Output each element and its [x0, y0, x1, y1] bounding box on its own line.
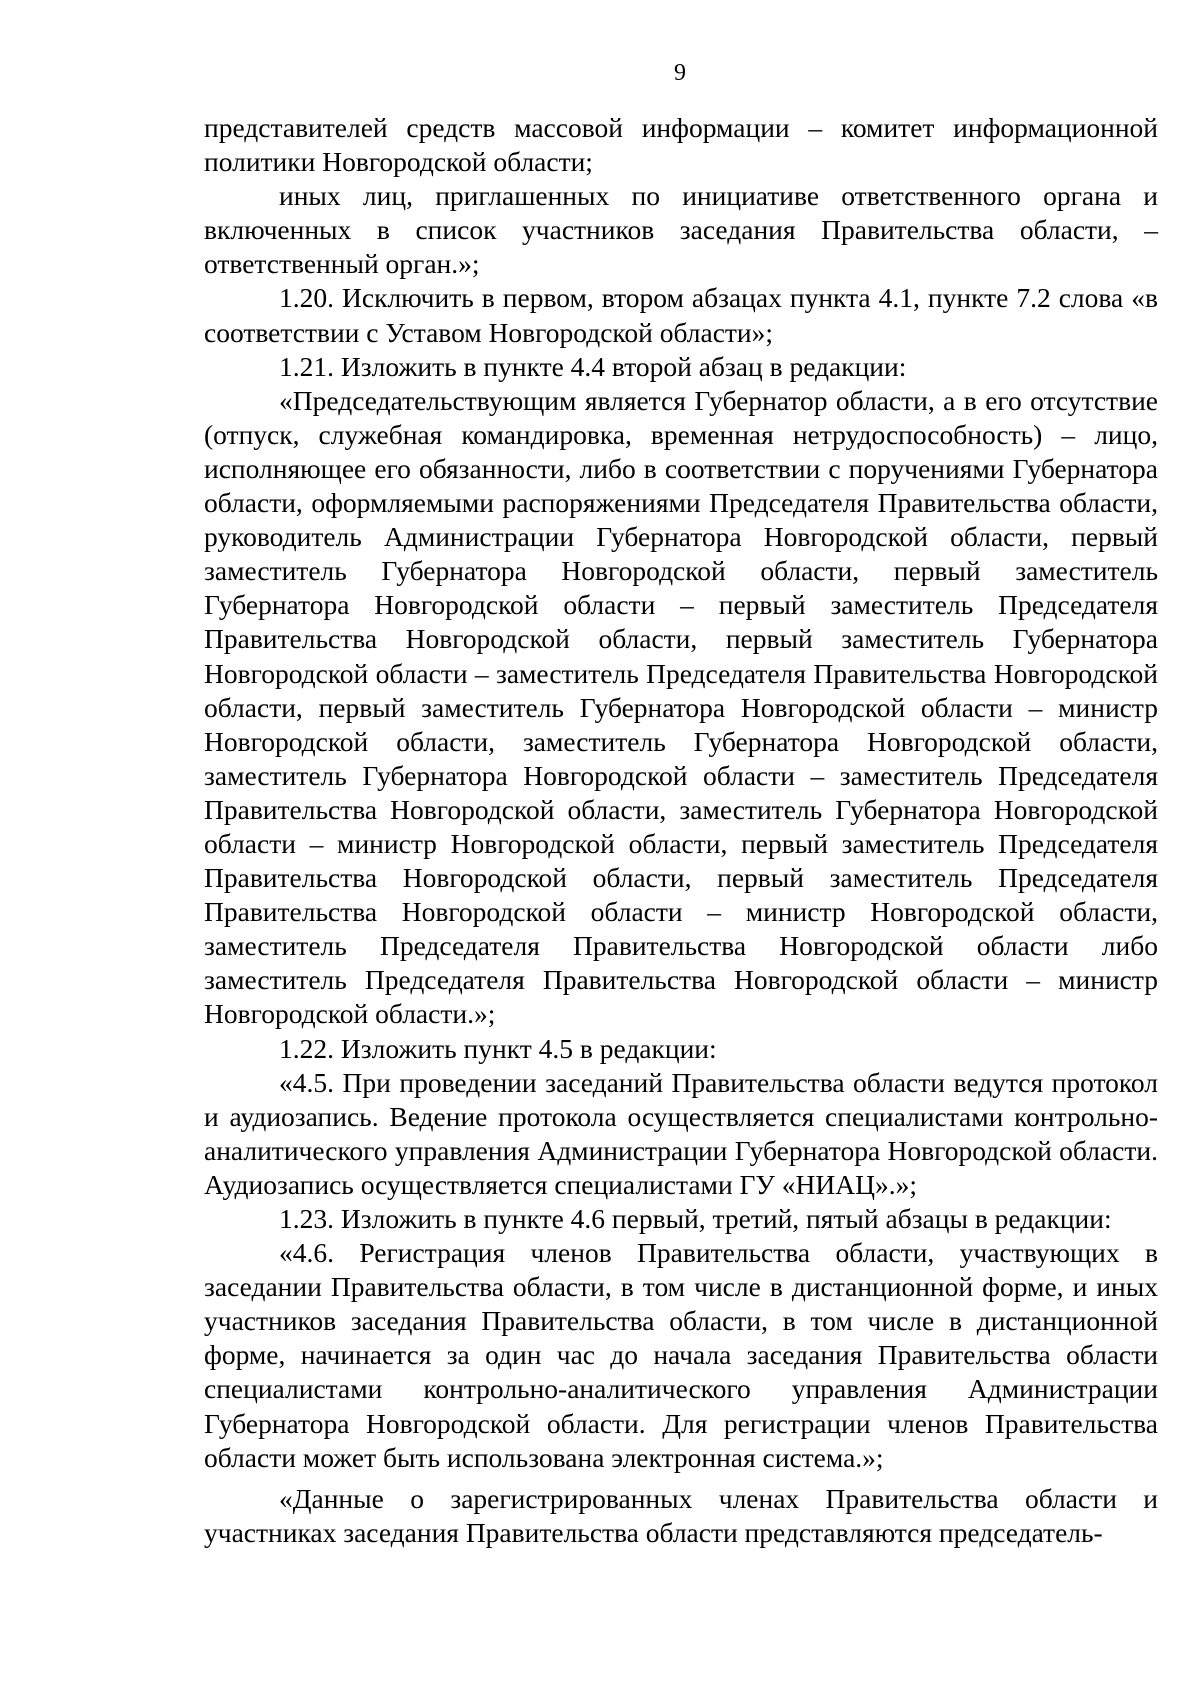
paragraph: «Данные о зарегистрированных членах Правительства области и участниках заседания Правительства области представляются председатель-	[204, 1482, 1158, 1548]
paragraph: представителей средств массовой информации – комитет информационной политики Новгородской области;	[204, 112, 1158, 178]
paragraph: 1.20. Исключить в первом, втором абзацах пункта 4.1, пункте 7.2 слова «в соответствии с Уставом Новгородской области»;	[204, 282, 1158, 348]
paragraph: «4.5. При проведении заседаний Правительства области ведутся протокол и аудиозапись. Ведение протокола осуществляется специалистами контрольно-аналитического управления Администрации Губернатора Новгородской области. Аудиозапись осуществляется специалистами ГУ «НИАЦ».»;	[204, 1066, 1158, 1200]
paragraph: 1.22. Изложить пункт 4.5 в редакции:	[279, 1032, 717, 1064]
paragraph: «4.6. Регистрация членов Правительства области, участвующих в заседании Правительства области, в том числе в дистанционной форме, и иных участников заседания Правительства области, в том числе в дистанционной форме, начинается за один час до начала заседания Правительства области специалистами контрольно-аналитического управления Администрации Губернатора Новгородской области. Для регистрации членов Правительства области может быть использована электронная система.»;	[204, 1237, 1158, 1473]
paragraph: 1.21. Изложить в пункте 4.4 второй абзац в редакции:	[279, 350, 907, 382]
page-number: 9	[674, 60, 686, 86]
paragraph: иных лиц, приглашенных по инициативе ответственного органа и включенных в список участников заседания Правительства области, – ответственный орган.»;	[204, 180, 1158, 280]
paragraph: «Председательствующим является Губернатор области, а в его отсутствие (отпуск, служебная командировка, временная нетрудоспособность) – лицо, исполняющее его обязанности, либо в соответствии с поручениями Губернатора области, оформляемыми распоряжениями Председателя Правительства области, руководитель Администрации Губернатора Новгородской области, первый заместитель Губернатора Новгородской области, первый заместитель Губернатора Новгородской области – первый заместитель Председателя Правительства Новгородской области, первый заместитель Губернатора Новгородской области – заместитель Председателя Правительства Новгородской области, первый заместитель Губернатора Новгородской области – министр Новгородской области, заместитель Губернатора Новгородской области, заместитель Губернатора Новгородской области – заместитель Председателя Правительства Новгородской области, заместитель Губернатора Новгородской области – министр Новгородской области, первый заместитель Председателя Правительства Новгородской области, первый заместитель Председателя Правительства Новгородской области – министр Новгородской области, заместитель Председателя Правительства Новгородской области либо заместитель Председателя Правительства Новгородской области – министр Новгородской области.»;	[204, 384, 1158, 1030]
document-body	[204, 111, 1158, 1550]
paragraph: 1.23. Изложить в пункте 4.6 первый, третий, пятый абзацы в редакции:	[279, 1203, 1112, 1234]
